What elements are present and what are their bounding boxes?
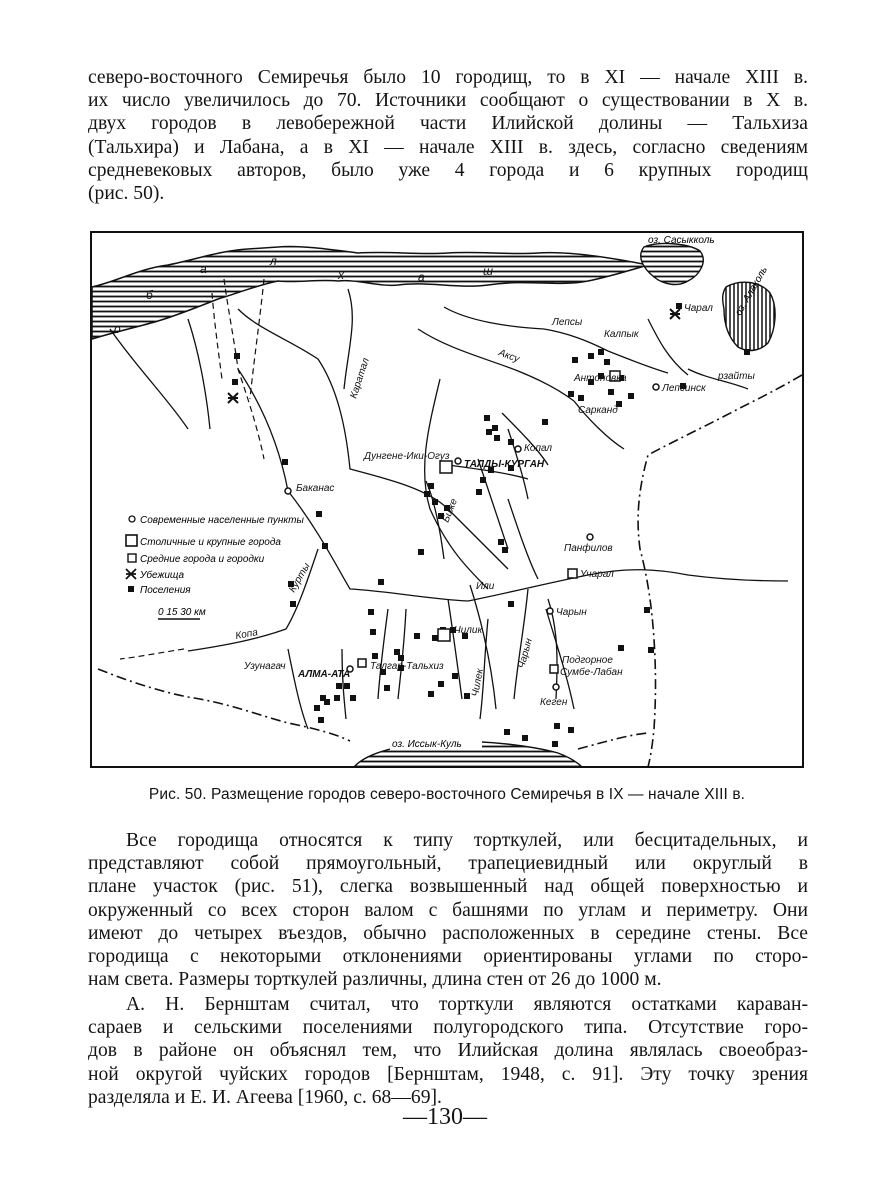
place-label: Лепсинск [662,383,706,394]
lake-letter: б [146,288,153,302]
place-label: Сарканд [578,405,618,416]
text-line: Все городища относятся к типу торткулей, или бесцитадельных, и [126,830,808,851]
place-label: Копал [524,443,553,454]
text-line: нам света. Размеры торткулей различны, длина стен от 26 до 1000 м. [88,969,662,991]
legend-settlement-icon [128,586,134,592]
place-label: АЛМА-АТА [298,669,351,680]
legend-large-square-icon [126,535,137,546]
river-label: Или [476,581,495,592]
text-line: городища с некоторыми отклонениями ориентированы углами по сторо- [88,946,808,968]
river-label: Каратал [348,356,372,400]
place-marker [587,534,593,540]
legend-label: Столичные и крупные города [140,537,281,548]
place-label: Панфилов [564,543,613,554]
place-label: ТАЛДЫ-КУРГАН [464,459,545,470]
place-label: Узунагач [244,661,286,672]
place-label: Чилик [454,625,483,636]
figure-caption: Рис. 50. Размещение городов северо-восточного Семиречья в IX — начале XIII в. [148,786,746,803]
lake-letter: а [418,270,425,284]
city-marker [568,569,577,578]
place-label: Кеген [540,697,568,708]
text-line: плане участок (рис. 51), слегка возвышенный над общей поверхностью и [88,876,808,898]
text-line: ной округой чуйских городов [Бернштам, 1948, с. 91]. Эту точку зрения [88,1063,808,1085]
text-line: окруженный со всех сторон валом с башнями по углам и периметру. Они [88,899,808,921]
map-figure [88,229,806,770]
place-label: Подгорное [562,655,613,666]
place-label: Учарал [580,569,614,580]
paragraph-2 [88,829,808,991]
river-label: Биже [440,497,460,525]
lake-label: оз. Алаколь [733,264,771,318]
place-label: Сумбе-Лабан [560,667,623,678]
page-number: —130— [403,1104,487,1130]
place-label: Баканас [296,483,335,494]
river-label: Курты [287,561,313,595]
river-label: Чилек [470,667,486,698]
city-marker [550,665,558,673]
lake-letter: ш [483,264,493,278]
text-line: сараев и сельскими поселениями полугородского типа. Отсутствие горо- [88,1017,808,1039]
place-marker [553,684,559,690]
text-line: (рис. 50). [88,183,165,205]
lake-letter: х [338,268,344,282]
river-label: Аксу [496,347,521,366]
river-label: Копа [234,627,259,642]
river-label: Лепсы [552,317,583,328]
map-svg [88,229,806,770]
place-marker [455,458,461,464]
place-label: Талгар-Тальхиз [370,661,444,672]
lake-letter: а [200,262,207,276]
text-line: средневековых авторов, было уже 4 города и 6 крупных городищ [88,159,808,181]
text-line: северо-восточного Семиречья было 10 городищ, то в XI — начале XIII в. [88,67,808,88]
text-line: представляют собой прямоугольный, трапециевидный или округлый в [88,853,808,875]
legend-circle-icon [129,516,135,522]
place-label: Дунгене-Ики-Огуз [364,451,450,462]
text-line: имеют до четырех въездов, обычно расположенных в середине стены. Все [88,922,808,944]
text-line: двух городов в левобережной части Илийской долины — Тальхиза [88,113,808,135]
lake-label: оз. Сасыкколь [648,235,715,246]
legend-label: Убежища [140,570,185,581]
legend-label: Средние города и городки [140,554,265,565]
place-marker [285,488,291,494]
place-label: Чарын [556,607,587,618]
legend-label: Современные населенные пункты [140,515,304,526]
place-marker [653,384,659,390]
lake-label: оз. Иссык-Куль [392,739,462,750]
lake-letter: о [114,322,121,336]
paragraph-3 [88,993,808,1109]
river-label: Чарын [516,637,535,670]
text-line: их число увеличилось до 70. Источники сообщают о существовании в X в. [88,90,808,112]
text-line: дов в районе он объяснял тем, что Илийская долина являлась своеобраз- [88,1040,808,1062]
place-marker [515,446,521,452]
text-line: (Тальхира) и Лабана, а в XI — начале XIII в. здесь, согласно сведениям [88,136,808,158]
place-marker [547,608,553,614]
text-line: разделяла и Е. И. Агеева [1960, с. 68—69]. [88,1086,442,1108]
paragraph-top [88,66,808,205]
city-marker [358,659,366,667]
place-label: Калпык [604,329,639,340]
place-label: Антоновка [574,373,627,384]
place-label: Чарал [684,303,713,314]
legend-small-square-icon [128,554,136,562]
text-line: А. Н. Бернштам считал, что торткули являются остатками караван- [126,994,808,1015]
scale-label: 0 15 30 км [158,607,206,618]
legend-label: Поселения [140,585,191,596]
capital-city-marker [440,461,452,473]
pass-label: рзайты [718,371,755,382]
capital-city-marker [438,629,450,641]
lake-letter: л [270,254,277,268]
